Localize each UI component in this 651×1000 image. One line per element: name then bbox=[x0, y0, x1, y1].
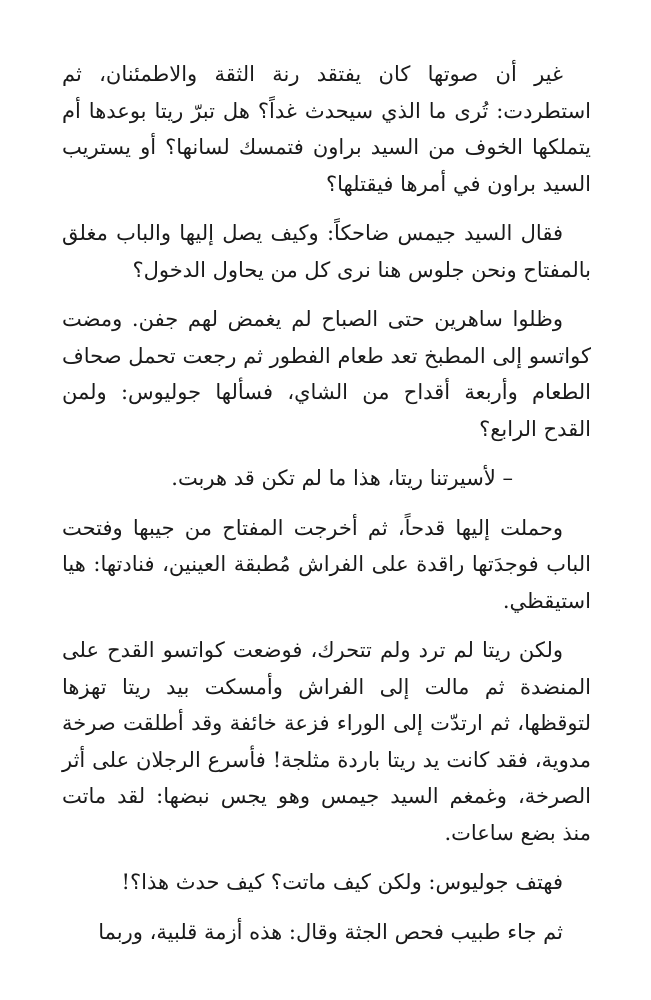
paragraph-2: فقال السيد جيمس ضاحكاً: وكيف يصل إليها والباب مغلق بالمفتاح ونحن جلوس هنا نرى كل من يحاول الدخول؟ bbox=[62, 221, 591, 282]
paragraph-1: غير أن صوتها كان يفتقد رنة الثقة والاطمئنان، ثم استطردت: تُرى ما الذي سيحدث غداً؟ هل تبرّ ريتا بوعدها أم يتملكها الخوف من السيد براون فتمسك لسانها؟ أو يستريب السيد براون في أمرها فيقتلها؟ bbox=[62, 62, 591, 196]
paragraph-7: ثم جاء طبيب فحص الجثة وقال: هذه أزمة قلبية، وربما bbox=[98, 919, 563, 944]
dialogue-line: – لأسيرتنا ريتا، هذا ما لم تكن قد هربت. bbox=[171, 466, 513, 490]
paragraph-4: وحملت إليها قدحاً، ثم أخرجت المفتاح من جيبها وفتحت الباب فوجدَتها راقدة على الفراش مُطبقة العينين، فنادتها: هيا استيقظي. bbox=[62, 515, 591, 613]
paragraph-6: فهتف جوليوس: ولكن كيف ماتت؟ كيف حدث هذا؟! bbox=[121, 870, 563, 894]
paragraph-5: ولكن ريتا لم ترد ولم تتحرك، فوضعت كواتسو القدح على المنضدة ثم مالت إلى الفراش وأمسكت بيد ريتا تهزها لتوقظها، ثم ارتدّت إلى الوراء فزعة خائفة وقد أطلقت صرخة مدوية، فقد كانت يد ريتا باردة مثلجة! فأسرع الرجلان على أثر الصرخة، وغمغم السيد جيمس وهو يجس نبضها: لقد ماتت منذ بضع ساعات. bbox=[62, 638, 591, 845]
paragraph-3: وظلوا ساهرين حتى الصباح لم يغمض لهم جفن. ومضت كواتسو إلى المطبخ تعد طعام الفطور ثم رجعت تحمل صحاف الطعام وأربعة أقداح من الشاي، فسألها جوليوس: ولمن القدح الرابع؟ bbox=[62, 307, 591, 441]
